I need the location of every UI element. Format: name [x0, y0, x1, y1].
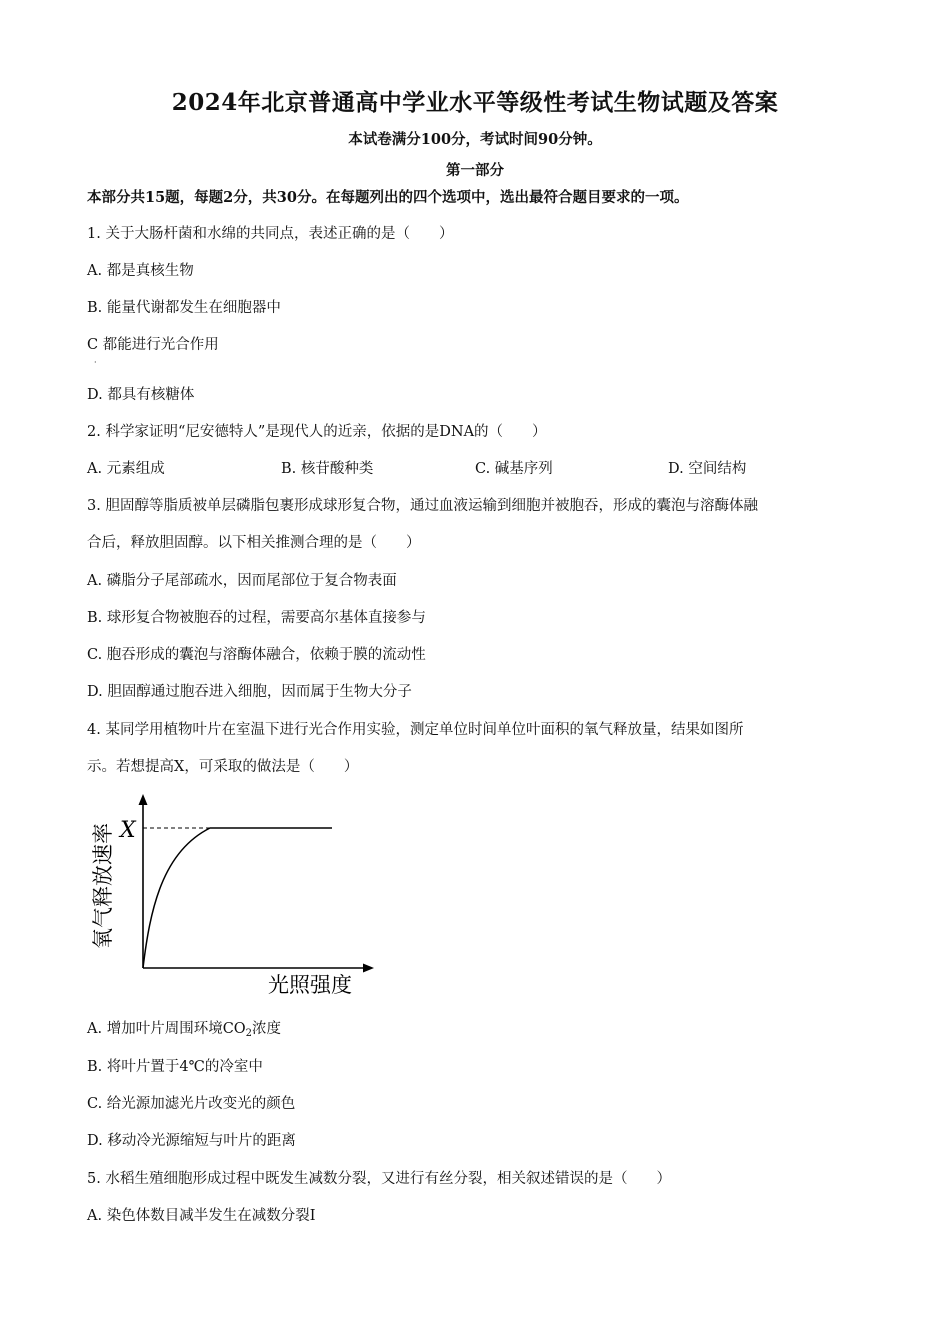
- x-max-label: X: [120, 818, 136, 843]
- co2-subscript: 2: [245, 1028, 253, 1039]
- question-4-option-d: D. 移动冷光源缩短与叶片的距离: [87, 1133, 296, 1149]
- question-5-option-a: A. 染色体数目减半发生在减数分裂Ⅰ: [87, 1208, 316, 1224]
- section-instructions: 本部分共15题，每题2分，共30分。在每题列出的四个选项中，选出最符合题目要求的一项。: [87, 189, 689, 206]
- question-5-stem: 5. 水稻生殖细胞形成过程中既发生减数分裂，又进行有丝分裂，相关叙述错误的是（ ）: [87, 1171, 671, 1187]
- question-3-stem-line1: 3. 胆固醇等脂质被单层磷脂包裹形成球形复合物，通过血液运输到细胞并被胞吞，形成的囊泡与溶酶体融: [87, 498, 758, 514]
- question-4-stem-line1: 4. 某同学用植物叶片在室温下进行光合作用实验，测定单位时间单位叶面积的氧气释放量，结果如图所: [87, 722, 744, 738]
- page-title: 2024年北京普通高中学业水平等级性考试生物试题及答案: [171, 89, 779, 116]
- question-1-option-c: C 都能进行光合作用: [87, 337, 219, 353]
- question-3-option-c: C. 胞吞形成的囊泡与溶酶体融合，依赖于膜的流动性: [87, 647, 426, 663]
- question-3-option-a: A. 磷脂分子尾部疏水，因而尾部位于复合物表面: [87, 573, 397, 589]
- question-2-option-b: B. 核苷酸种类: [281, 461, 374, 477]
- question-1-option-d: D. 都具有核糖体: [87, 387, 195, 403]
- question-1-option-a: A. 都是真核生物: [87, 263, 194, 279]
- saturation-curve: [143, 828, 332, 968]
- question-2-option-a: A. 元素组成: [87, 461, 165, 477]
- question-3-option-b: B. 球形复合物被胞吞的过程，需要高尔基体直接参与: [87, 610, 426, 626]
- question-4-option-c: C. 给光源加滤光片改变光的颜色: [87, 1096, 296, 1112]
- question-2-stem: 2. 科学家证明“尼安德特人”是现代人的近亲，依据的是DNA的（ ）: [87, 424, 547, 440]
- question-1-option-b: B. 能量代谢都发生在细胞器中: [87, 300, 281, 316]
- section-heading: 第一部分: [446, 162, 504, 179]
- question-4-option-a-text: A. 增加叶片周围环境CO: [87, 1021, 246, 1037]
- oxygen-release-graph: [84, 790, 384, 1000]
- question-1-stem: 1. 关于大肠杆菌和水绵的共同点，表述正确的是（ ）: [87, 226, 454, 242]
- question-4-stem-line2: 示。若想提高X，可采取的做法是（ ）: [87, 759, 359, 775]
- question-4-option-a: [87, 1017, 281, 1039]
- question-4-option-a-tail: 浓度: [252, 1021, 282, 1037]
- y-axis-label: 氧气释放速率: [91, 823, 115, 949]
- x-axis-label: 光照强度: [268, 973, 352, 997]
- x-axis: [143, 964, 374, 973]
- question-4-option-b: B. 将叶片置于4℃的冷室中: [87, 1059, 263, 1075]
- question-3-option-d: D. 胆固醇通过胞吞进入细胞，因而属于生物大分子: [87, 684, 412, 700]
- question-3-stem-line2: 合后，释放胆固醇。以下相关推测合理的是（ ）: [87, 535, 421, 551]
- stray-dot: ·: [94, 358, 97, 367]
- exam-info: 本试卷满分100分，考试时间90分钟。: [348, 131, 602, 148]
- question-2-option-d: D. 空间结构: [668, 461, 747, 477]
- question-2-option-c: C. 碱基序列: [475, 461, 553, 477]
